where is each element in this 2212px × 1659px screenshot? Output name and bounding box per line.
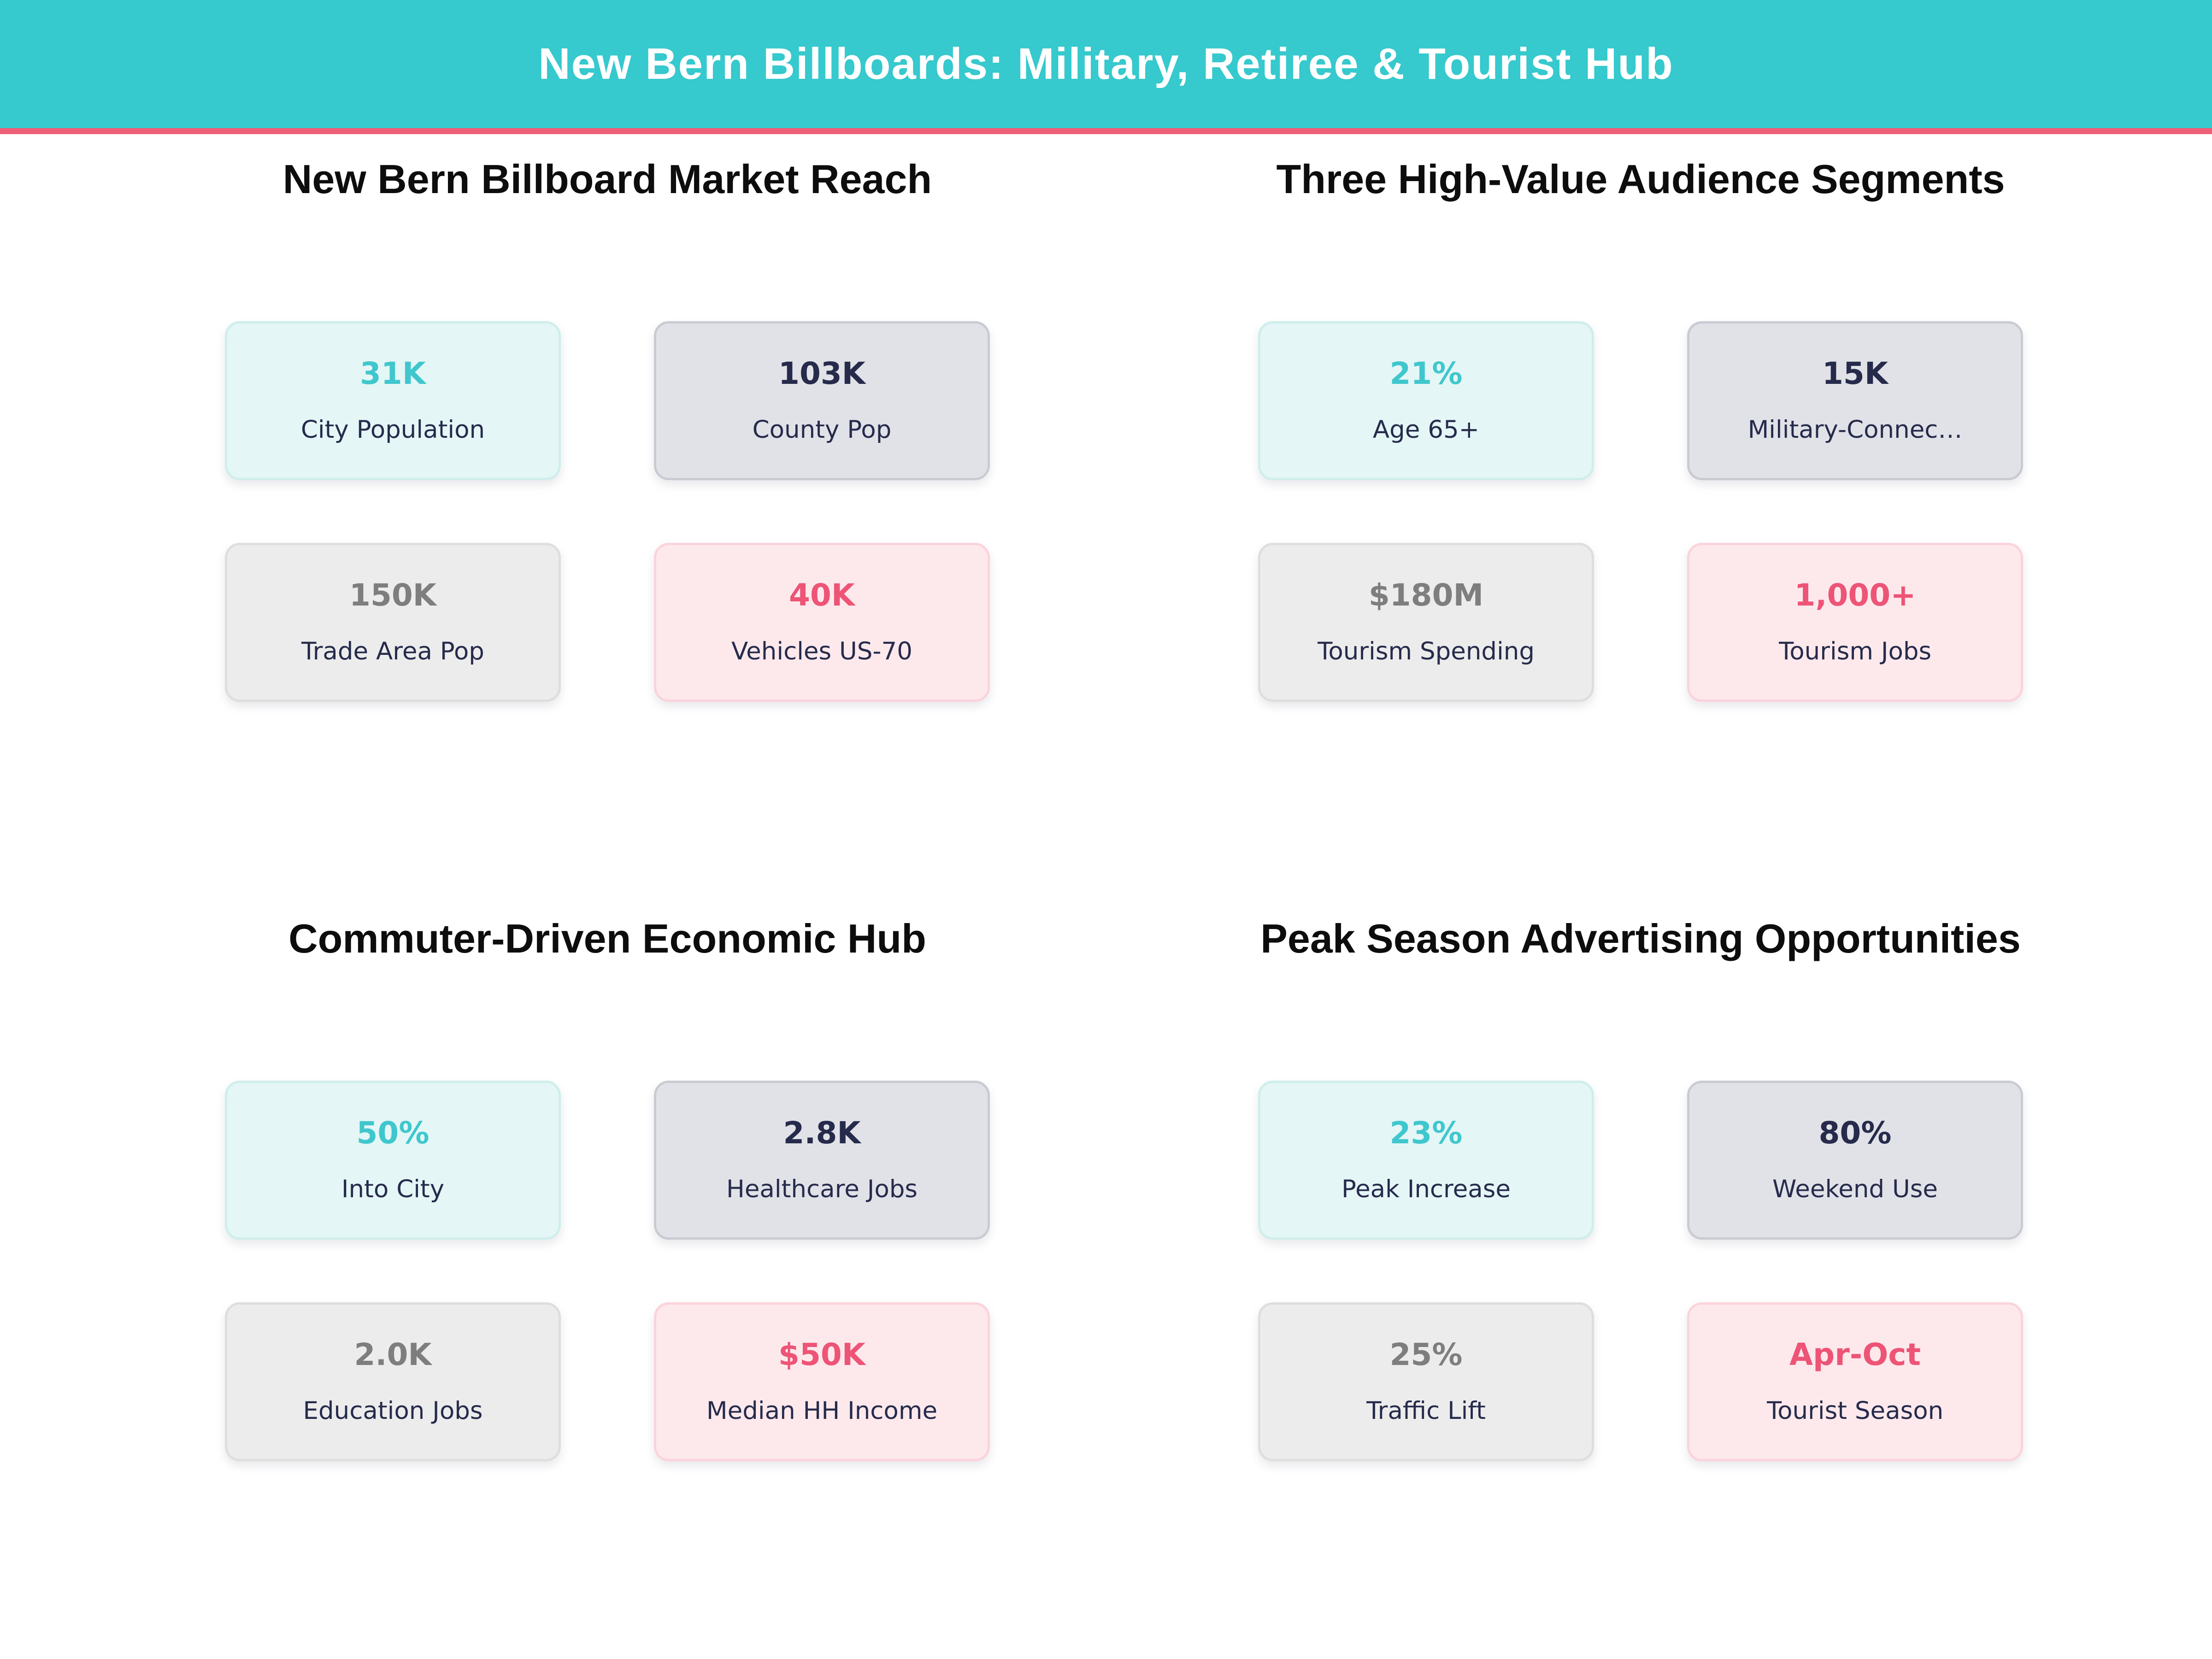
stat-card [1687, 321, 2023, 480]
quadrant-peak-season [1258, 901, 2023, 1461]
stat-label: City Population [300, 416, 485, 443]
stat-label: Median HH Income [706, 1397, 938, 1424]
quadrant-market-reach [225, 142, 990, 702]
stat-value: 21% [1389, 355, 1463, 391]
header [0, 0, 2212, 128]
quadrant-title: Peak Season Advertising Opportunities [1260, 916, 2021, 961]
stat-card [654, 1081, 990, 1240]
stat-card [225, 321, 561, 480]
stat-value: 1,000+ [1794, 577, 1916, 613]
stat-card-grid [225, 1081, 990, 1461]
stat-value: $50K [778, 1336, 865, 1372]
stat-label: Traffic Lift [1366, 1397, 1486, 1424]
stat-card [225, 543, 561, 702]
stat-card [654, 543, 990, 702]
stat-value: 40K [789, 577, 855, 613]
stat-value: $180M [1368, 577, 1484, 613]
page-title: New Bern Billboards: Military, Retiree & Tourist Hub [538, 39, 1674, 88]
stat-value: 150K [349, 577, 436, 613]
stat-value: 80% [1818, 1115, 1892, 1151]
stat-value: 2.8K [783, 1115, 861, 1151]
stat-label: Peak Increase [1341, 1176, 1511, 1203]
stat-label: Vehicles US-70 [731, 638, 912, 665]
stat-card [1258, 543, 1594, 702]
stat-label: Education Jobs [303, 1397, 483, 1424]
quadrant-economic-hub [225, 901, 990, 1461]
stat-card [225, 1302, 561, 1461]
stat-label: County Pop [752, 416, 892, 443]
quadrant-title: Three High-Value Audience Segments [1276, 156, 2005, 202]
stat-card-grid [1258, 321, 2023, 702]
stat-label: Military-Connec… [1747, 416, 1963, 443]
header-accent-bar [0, 128, 2212, 134]
stat-label: Trade Area Pop [301, 638, 484, 665]
stat-label: Into City [341, 1176, 445, 1203]
stat-card [1687, 1302, 2023, 1461]
stat-card [1258, 1081, 1594, 1240]
quadrant-audience-segments [1258, 142, 2023, 702]
stat-card [225, 1081, 561, 1240]
stat-value: 50% [356, 1115, 429, 1151]
stat-card [654, 1302, 990, 1461]
stat-label: Tourist Season [1766, 1397, 1944, 1424]
stat-value: 31K [360, 355, 426, 391]
stat-card [1687, 543, 2023, 702]
stat-value: 2.0K [354, 1336, 432, 1372]
stat-card [1258, 321, 1594, 480]
stat-value: Apr-Oct [1789, 1336, 1921, 1372]
stat-value: 15K [1822, 355, 1888, 391]
stat-card-grid [1258, 1081, 2023, 1461]
stat-card-grid [225, 321, 990, 702]
stat-label: Healthcare Jobs [726, 1176, 918, 1203]
stat-label: Tourism Spending [1317, 638, 1535, 665]
stat-card [654, 321, 990, 480]
stat-label: Weekend Use [1772, 1176, 1938, 1203]
quadrant-title: New Bern Billboard Market Reach [282, 156, 932, 202]
stat-label: Age 65+ [1372, 416, 1480, 443]
stat-card [1687, 1081, 2023, 1240]
stat-card [1258, 1302, 1594, 1461]
stat-value: 25% [1389, 1336, 1463, 1372]
stat-value: 23% [1389, 1115, 1463, 1151]
stat-label: Tourism Jobs [1778, 638, 1932, 665]
stat-value: 103K [778, 355, 865, 391]
quadrant-title: Commuter-Driven Economic Hub [288, 916, 926, 961]
